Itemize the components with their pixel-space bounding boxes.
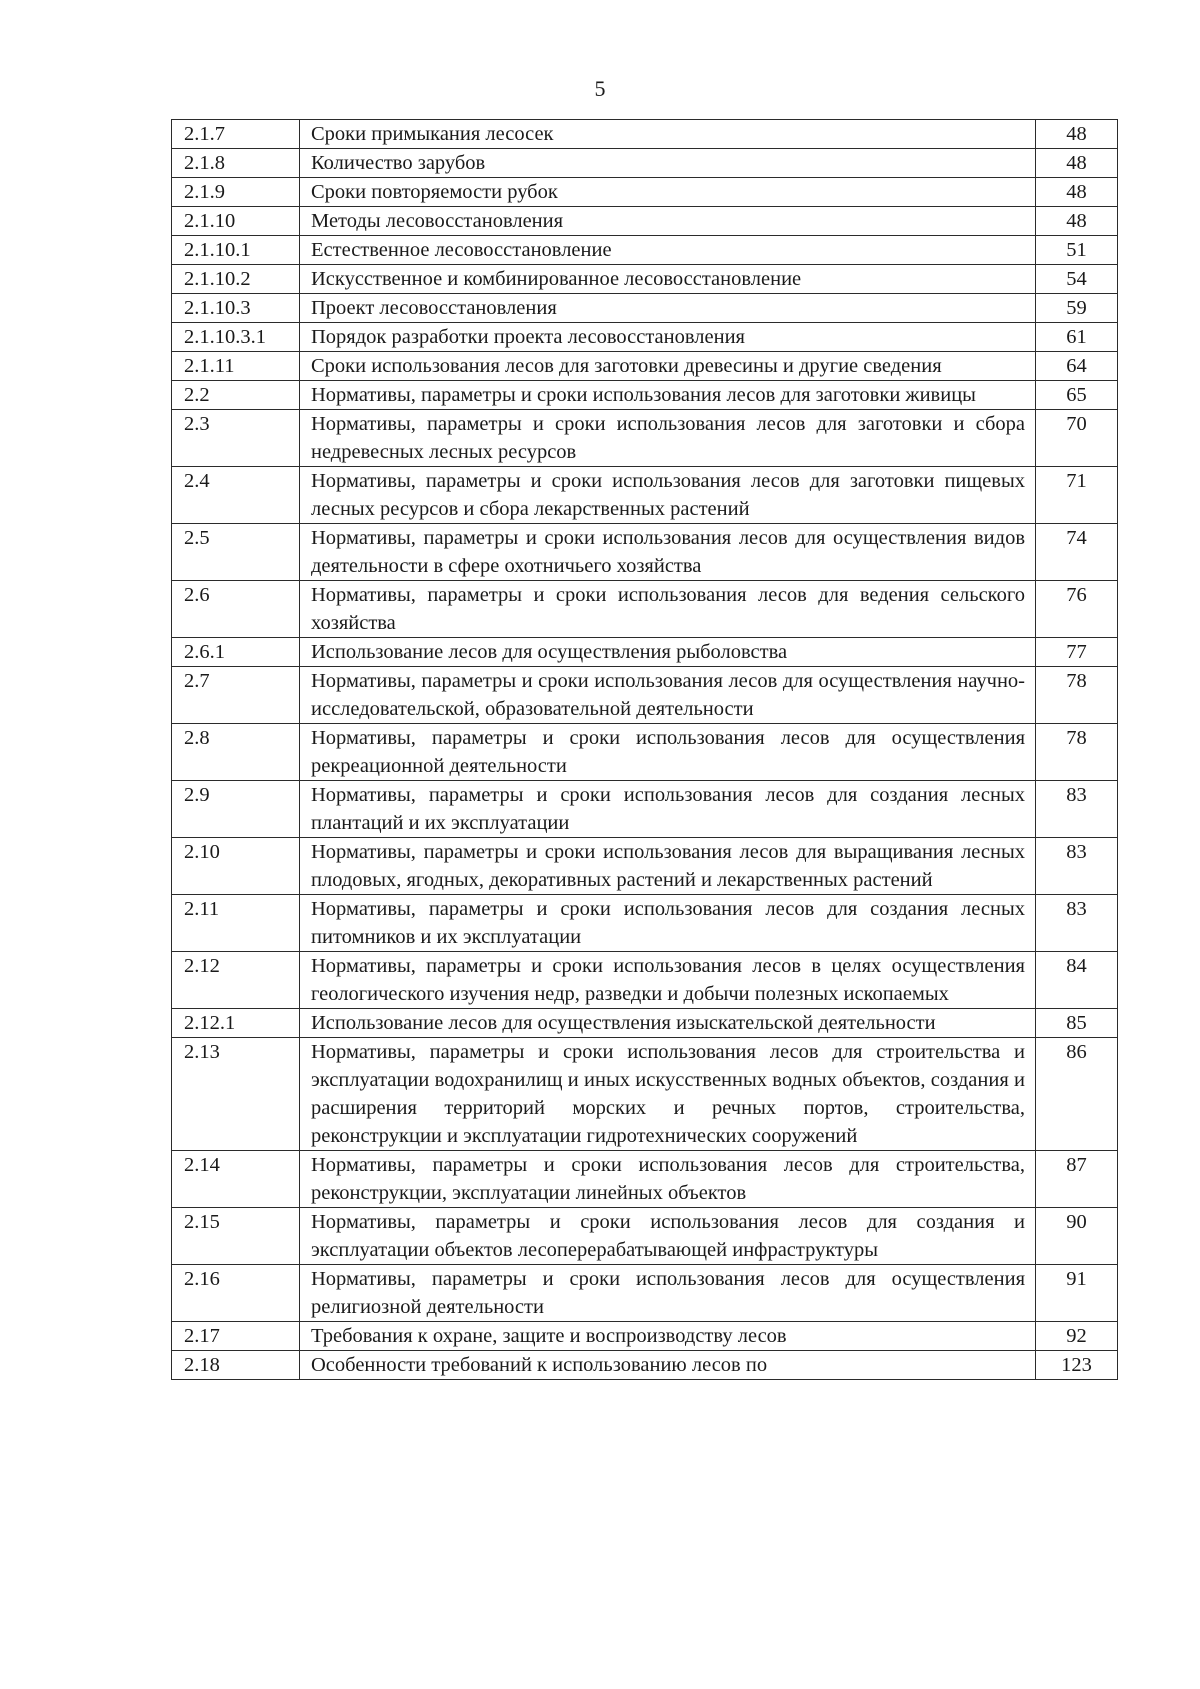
page-ref: 78 xyxy=(1036,667,1118,724)
section-title: Методы лесовосстановления xyxy=(300,207,1036,236)
table-row xyxy=(172,236,1118,265)
page-ref: 86 xyxy=(1036,1038,1118,1151)
section-number: 2.4 xyxy=(172,467,300,524)
section-title: Нормативы, параметры и сроки использования лесов для ведения сельского хозяйства xyxy=(300,581,1036,638)
table-row xyxy=(172,467,1118,524)
table-row xyxy=(172,952,1118,1009)
section-title: Нормативы, параметры и сроки использования лесов для создания лесных питомников и их эксплуатации xyxy=(300,895,1036,952)
table-row xyxy=(172,1151,1118,1208)
section-title: Количество зарубов xyxy=(300,149,1036,178)
table-row xyxy=(172,120,1118,149)
section-number: 2.1.9 xyxy=(172,178,300,207)
page-ref: 78 xyxy=(1036,724,1118,781)
section-number: 2.13 xyxy=(172,1038,300,1151)
section-title: Требования к охране, защите и воспроизводству лесов xyxy=(300,1322,1036,1351)
section-title: Нормативы, параметры и сроки использования лесов для строительства, реконструкции, эксплуатации линейных объектов xyxy=(300,1151,1036,1208)
page-ref: 54 xyxy=(1036,265,1118,294)
section-title: Порядок разработки проекта лесовосстановления xyxy=(300,323,1036,352)
section-number: 2.1.10.3.1 xyxy=(172,323,300,352)
section-title: Особенности требований к использованию лесов по xyxy=(300,1351,1036,1380)
page-ref: 83 xyxy=(1036,781,1118,838)
section-title: Нормативы, параметры и сроки использования лесов для заготовки и сбора недревесных лесных ресурсов xyxy=(300,410,1036,467)
table-row xyxy=(172,581,1118,638)
page-ref: 83 xyxy=(1036,838,1118,895)
section-number: 2.12 xyxy=(172,952,300,1009)
section-number: 2.1.10 xyxy=(172,207,300,236)
section-title: Нормативы, параметры и сроки использования лесов для осуществления видов деятельности в сфере охотничьего хозяйства xyxy=(300,524,1036,581)
section-title: Нормативы, параметры и сроки использования лесов для заготовки пищевых лесных ресурсов и сбора лекарственных растений xyxy=(300,467,1036,524)
section-number: 2.17 xyxy=(172,1322,300,1351)
table-row xyxy=(172,1009,1118,1038)
section-title: Использование лесов для осуществления изыскательской деятельности xyxy=(300,1009,1036,1038)
section-number: 2.18 xyxy=(172,1351,300,1380)
page-ref: 71 xyxy=(1036,467,1118,524)
table-row xyxy=(172,1038,1118,1151)
section-number: 2.9 xyxy=(172,781,300,838)
section-title: Нормативы, параметры и сроки использования лесов для осуществления рекреационной деятельности xyxy=(300,724,1036,781)
page-ref: 48 xyxy=(1036,178,1118,207)
section-number: 2.7 xyxy=(172,667,300,724)
table-row xyxy=(172,1322,1118,1351)
section-number: 2.8 xyxy=(172,724,300,781)
table-row xyxy=(172,1265,1118,1322)
table-row xyxy=(172,638,1118,667)
section-number: 2.1.10.2 xyxy=(172,265,300,294)
section-number: 2.16 xyxy=(172,1265,300,1322)
table-row xyxy=(172,1351,1118,1380)
table-row xyxy=(172,323,1118,352)
section-title: Нормативы, параметры и сроки использования лесов для осуществления религиозной деятельности xyxy=(300,1265,1036,1322)
section-title: Нормативы, параметры и сроки использования лесов для создания и эксплуатации объектов лесоперерабатывающей инфраструктуры xyxy=(300,1208,1036,1265)
page-ref: 123 xyxy=(1036,1351,1118,1380)
section-title: Нормативы, параметры и сроки использования лесов для строительства и эксплуатации водохранилищ и иных искусственных водных объектов, создания и расширения территорий морских и речных портов, строительства, реконструкции и эксплуатации гидротехнических сооружений xyxy=(300,1038,1036,1151)
section-title: Проект лесовосстановления xyxy=(300,294,1036,323)
section-title: Нормативы, параметры и сроки использования лесов для создания лесных плантаций и их эксплуатации xyxy=(300,781,1036,838)
page-ref: 59 xyxy=(1036,294,1118,323)
section-title: Использование лесов для осуществления рыболовства xyxy=(300,638,1036,667)
page-ref: 61 xyxy=(1036,323,1118,352)
table-row xyxy=(172,838,1118,895)
section-title: Сроки повторяемости рубок xyxy=(300,178,1036,207)
table-row xyxy=(172,895,1118,952)
page-ref: 87 xyxy=(1036,1151,1118,1208)
page-ref: 65 xyxy=(1036,381,1118,410)
section-title: Нормативы, параметры и сроки использования лесов в целях осуществления геологического изучения недр, разведки и добычи полезных ископаемых xyxy=(300,952,1036,1009)
table-row xyxy=(172,781,1118,838)
section-title: Естественное лесовосстановление xyxy=(300,236,1036,265)
page-ref: 48 xyxy=(1036,120,1118,149)
section-number: 2.2 xyxy=(172,381,300,410)
section-number: 2.6.1 xyxy=(172,638,300,667)
page-ref: 84 xyxy=(1036,952,1118,1009)
page-ref: 91 xyxy=(1036,1265,1118,1322)
table-row xyxy=(172,667,1118,724)
table-of-contents xyxy=(171,119,1118,1380)
section-number: 2.14 xyxy=(172,1151,300,1208)
table-row xyxy=(172,1208,1118,1265)
page-ref: 76 xyxy=(1036,581,1118,638)
table-row xyxy=(172,149,1118,178)
table-row xyxy=(172,410,1118,467)
section-number: 2.1.10.3 xyxy=(172,294,300,323)
page-ref: 64 xyxy=(1036,352,1118,381)
section-number: 2.1.10.1 xyxy=(172,236,300,265)
page-number: 5 xyxy=(594,76,606,101)
section-number: 2.11 xyxy=(172,895,300,952)
table-row xyxy=(172,265,1118,294)
toc-body xyxy=(172,120,1118,1380)
table-row xyxy=(172,524,1118,581)
section-number: 2.1.8 xyxy=(172,149,300,178)
page-ref: 70 xyxy=(1036,410,1118,467)
section-title: Сроки использования лесов для заготовки древесины и другие сведения xyxy=(300,352,1036,381)
page-ref: 83 xyxy=(1036,895,1118,952)
section-title: Искусственное и комбинированное лесовосстановление xyxy=(300,265,1036,294)
page-ref: 74 xyxy=(1036,524,1118,581)
page-ref: 85 xyxy=(1036,1009,1118,1038)
section-title: Нормативы, параметры и сроки использования лесов для осуществления научно-исследовательской, образовательной деятельности xyxy=(300,667,1036,724)
page-ref: 92 xyxy=(1036,1322,1118,1351)
page-ref: 48 xyxy=(1036,207,1118,236)
section-number: 2.1.7 xyxy=(172,120,300,149)
section-number: 2.10 xyxy=(172,838,300,895)
section-number: 2.15 xyxy=(172,1208,300,1265)
table-row xyxy=(172,381,1118,410)
section-title: Сроки примыкания лесосек xyxy=(300,120,1036,149)
table-row xyxy=(172,352,1118,381)
section-number: 2.1.11 xyxy=(172,352,300,381)
page-ref: 51 xyxy=(1036,236,1118,265)
page-ref: 90 xyxy=(1036,1208,1118,1265)
table-row xyxy=(172,724,1118,781)
section-title: Нормативы, параметры и сроки использования лесов для выращивания лесных плодовых, ягодных, декоративных растений и лекарственных растений xyxy=(300,838,1036,895)
section-number: 2.6 xyxy=(172,581,300,638)
section-number: 2.12.1 xyxy=(172,1009,300,1038)
page-ref: 48 xyxy=(1036,149,1118,178)
section-number: 2.3 xyxy=(172,410,300,467)
table-row xyxy=(172,294,1118,323)
section-title: Нормативы, параметры и сроки использования лесов для заготовки живицы xyxy=(300,381,1036,410)
table-row xyxy=(172,207,1118,236)
table-row xyxy=(172,178,1118,207)
section-number: 2.5 xyxy=(172,524,300,581)
page-ref: 77 xyxy=(1036,638,1118,667)
